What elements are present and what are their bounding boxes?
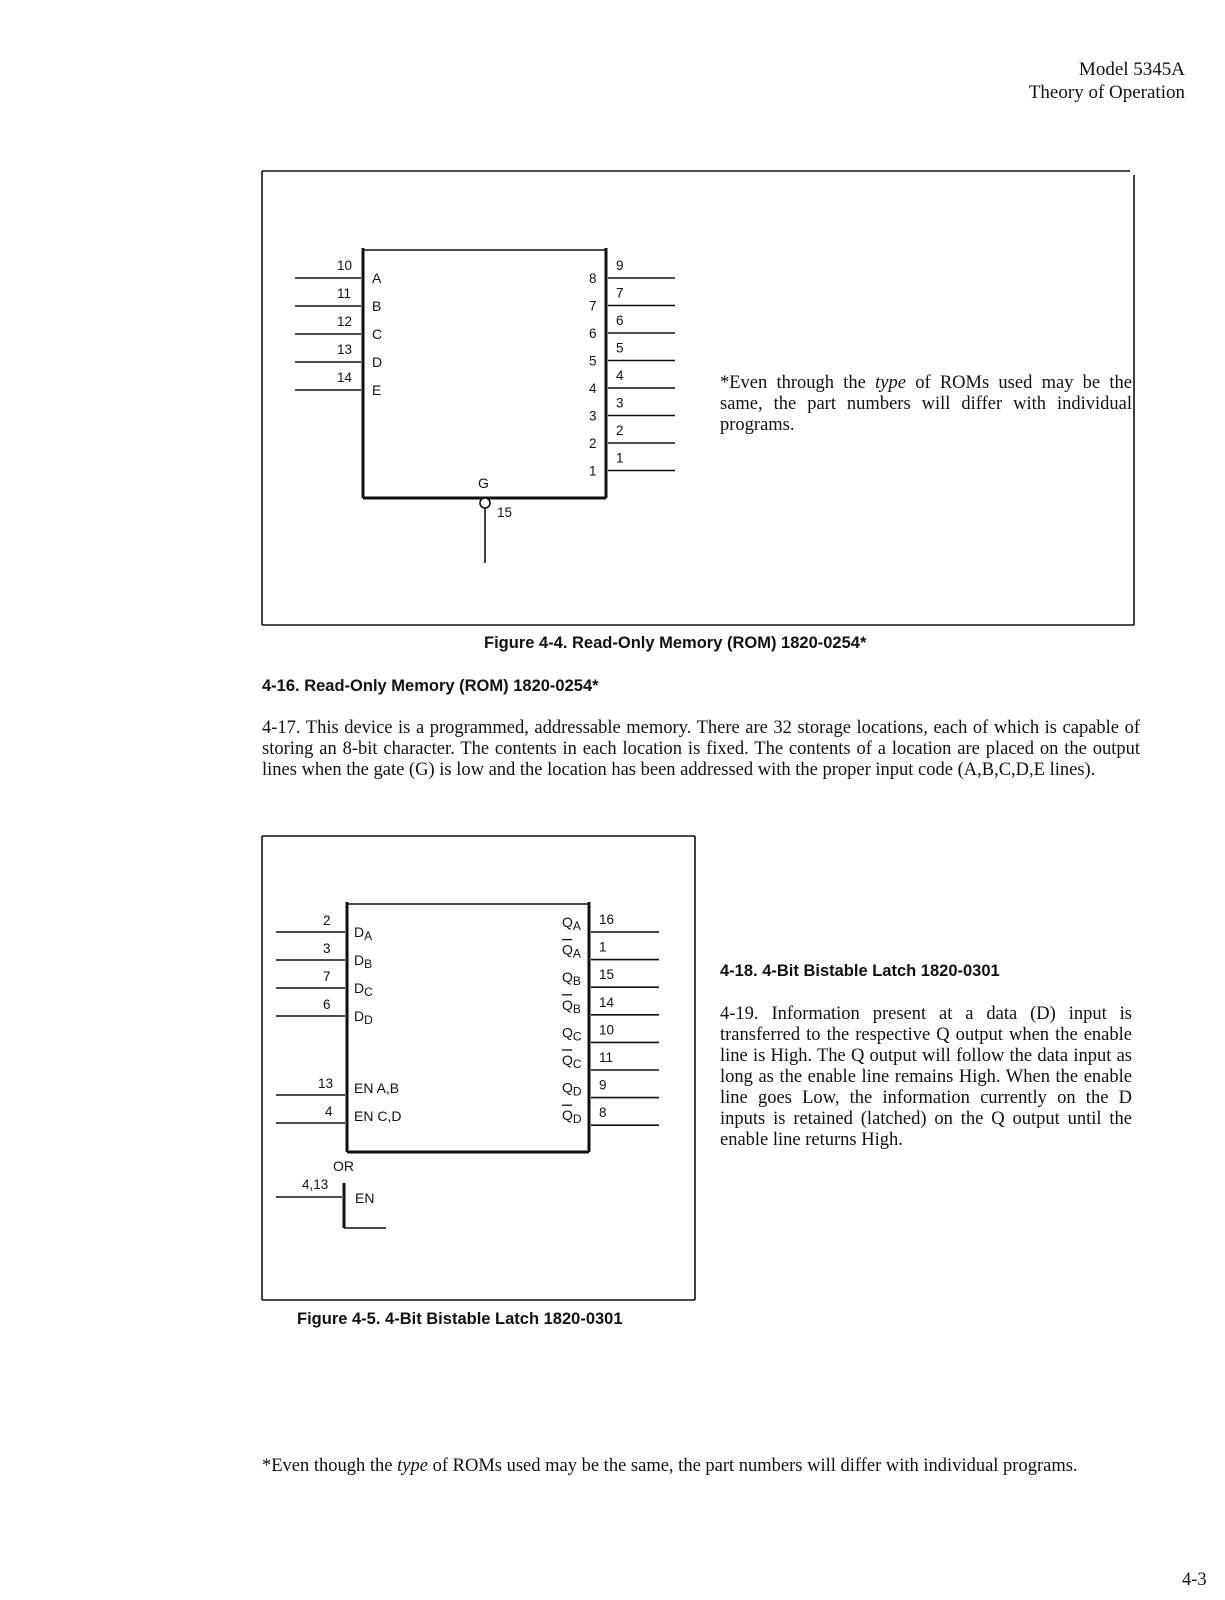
paragraph-4-17: 4-17. This device is a programmed, addressable memory. There are 32 storage locations, each of which is capable of storing an 8-bit character. The contents in each location is fixed. The contents of a location are placed on the output lines when the gate (G) is low and the location has been addressed with the proper input code (A,B,C,D,E lines). xyxy=(262,718,1140,780)
latch-enable-label: EN C,D xyxy=(354,1108,402,1124)
figure-4-5-frame xyxy=(262,836,695,1300)
rom-input-label: C xyxy=(372,326,383,342)
rom-output-pin-number: 9 xyxy=(616,258,624,273)
latch-output-label: QA xyxy=(562,914,581,933)
rom-output-internal-number: 3 xyxy=(589,408,597,424)
latch-input-label: DA xyxy=(354,924,373,943)
latch-output-qa xyxy=(562,912,659,933)
or-label: OR xyxy=(333,1158,354,1174)
latch-input-pin-number: 3 xyxy=(323,941,331,956)
latch-input-pin-number: 6 xyxy=(323,997,331,1012)
latch-input-dc xyxy=(276,969,373,999)
rom-output-internal-number: 7 xyxy=(589,298,597,314)
rom-output-pin-number: 2 xyxy=(616,423,624,438)
latch-output-pin-number: 9 xyxy=(599,1077,607,1093)
latch-input-pin-number: 2 xyxy=(323,913,331,928)
or-pin-number: 4,13 xyxy=(302,1177,329,1192)
rom-output-internal-number: 1 xyxy=(589,463,597,479)
rom-input-label: E xyxy=(372,382,382,398)
latch-input-label: DD xyxy=(354,1008,373,1027)
latch-output-qc-bar xyxy=(562,1050,659,1071)
rom-output-pin-number: 3 xyxy=(616,395,624,411)
latch-enable-pin-number: 4 xyxy=(325,1104,333,1119)
or-en-label: EN xyxy=(355,1190,375,1206)
rom-input-label: A xyxy=(372,270,382,286)
rom-output-pin-number: 6 xyxy=(616,313,624,328)
latch-input-dd xyxy=(276,997,373,1027)
rom-output-internal-number: 5 xyxy=(589,353,597,369)
paragraph-4-19: 4-19. Information present at a data (D) input is transferred to the respective Q output when the enable line is High. The Q output will follow the data input as long as the enable line remains High. When the enable line goes Low, the information currently on the D inputs is retained (latched) on the Q output until the enable line returns High. xyxy=(720,1004,1132,1150)
gate-label: G xyxy=(478,475,489,491)
header-model: Model 5345A xyxy=(1078,59,1185,80)
figure-4-5-caption: Figure 4-5. 4-Bit Bistable Latch 1820-0301 xyxy=(297,1310,623,1328)
latch-output-qb-bar xyxy=(562,995,659,1016)
latch-output-label: QD xyxy=(562,1107,582,1127)
latch-output-pin-number: 16 xyxy=(599,912,615,927)
rom-output-pin-number: 7 xyxy=(616,285,624,301)
rom-output-internal-number: 6 xyxy=(589,326,597,341)
latch-output-qd-bar xyxy=(562,1105,659,1126)
latch-enable-ab xyxy=(276,1076,399,1096)
latch-output-qd xyxy=(562,1078,659,1099)
latch-output-pin-number: 10 xyxy=(599,1022,615,1038)
latch-output-label: QC xyxy=(562,1052,582,1071)
rom-output-internal-number: 4 xyxy=(589,381,597,396)
latch-output-qb xyxy=(562,967,659,988)
section-4-18-heading: 4-18. 4-Bit Bistable Latch 1820-0301 xyxy=(720,962,1000,980)
rom-output-internal-number: 2 xyxy=(589,436,597,451)
rom-input-label: D xyxy=(372,354,383,370)
latch-output-pin-number: 15 xyxy=(599,967,615,983)
rom-input-pin-number: 10 xyxy=(337,258,353,273)
latch-output-pin-number: 11 xyxy=(599,1050,614,1065)
figure-4-4-caption: Figure 4-4. Read-Only Memory (ROM) 1820-0254* xyxy=(484,634,867,652)
rom-input-pin-number: 13 xyxy=(337,342,353,357)
latch-output-label: QB xyxy=(562,969,581,989)
latch-output-pin-number: 8 xyxy=(599,1105,607,1121)
latch-output-qa-bar xyxy=(562,940,659,961)
latch-output-label: QB xyxy=(562,996,581,1016)
latch-output-label: QA xyxy=(562,941,581,961)
latch-input-db xyxy=(276,941,372,971)
latch-output-pin-number: 14 xyxy=(599,994,615,1010)
header-section: Theory of Operation xyxy=(1028,82,1185,103)
latch-output-pin-number: 1 xyxy=(599,939,607,955)
latch-input-da xyxy=(276,913,372,943)
rom-output-pin-number: 1 xyxy=(616,450,624,466)
latch-enable-cd xyxy=(276,1104,401,1124)
gate-pin-number: 15 xyxy=(497,505,513,520)
rom-input-pin-number: 11 xyxy=(337,286,352,301)
latch-input-label: DB xyxy=(354,952,373,971)
latch-input-label: DC xyxy=(354,980,373,999)
rom-output-pin-number: 4 xyxy=(616,368,624,383)
page-number: 4-3 xyxy=(1182,1570,1207,1590)
rom-input-pin-number: 12 xyxy=(337,314,353,329)
latch-enable-label: EN A,B xyxy=(354,1080,400,1096)
rom-output-internal-number: 8 xyxy=(589,271,597,286)
latch-enable-pin-number: 13 xyxy=(318,1076,334,1091)
rom-output-pin-number: 5 xyxy=(616,340,624,356)
latch-output-label: QD xyxy=(562,1079,582,1099)
or-enable-block xyxy=(276,1158,386,1228)
latch-output-qc xyxy=(562,1022,659,1043)
figure-4-4-note: *Even through the type of ROMs used may be the same, the part numbers will differ with individual programs. xyxy=(720,373,1132,435)
rom-input-pin-number: 14 xyxy=(337,370,353,385)
rom-input-label: B xyxy=(372,298,382,314)
latch-output-label: QC xyxy=(562,1024,582,1044)
latch-input-pin-number: 7 xyxy=(323,969,331,984)
section-4-16-heading: 4-16. Read-Only Memory (ROM) 1820-0254* xyxy=(262,677,599,695)
footnote: *Even though the type of ROMs used may be the same, the part numbers will differ with individual programs. xyxy=(262,1456,1078,1476)
